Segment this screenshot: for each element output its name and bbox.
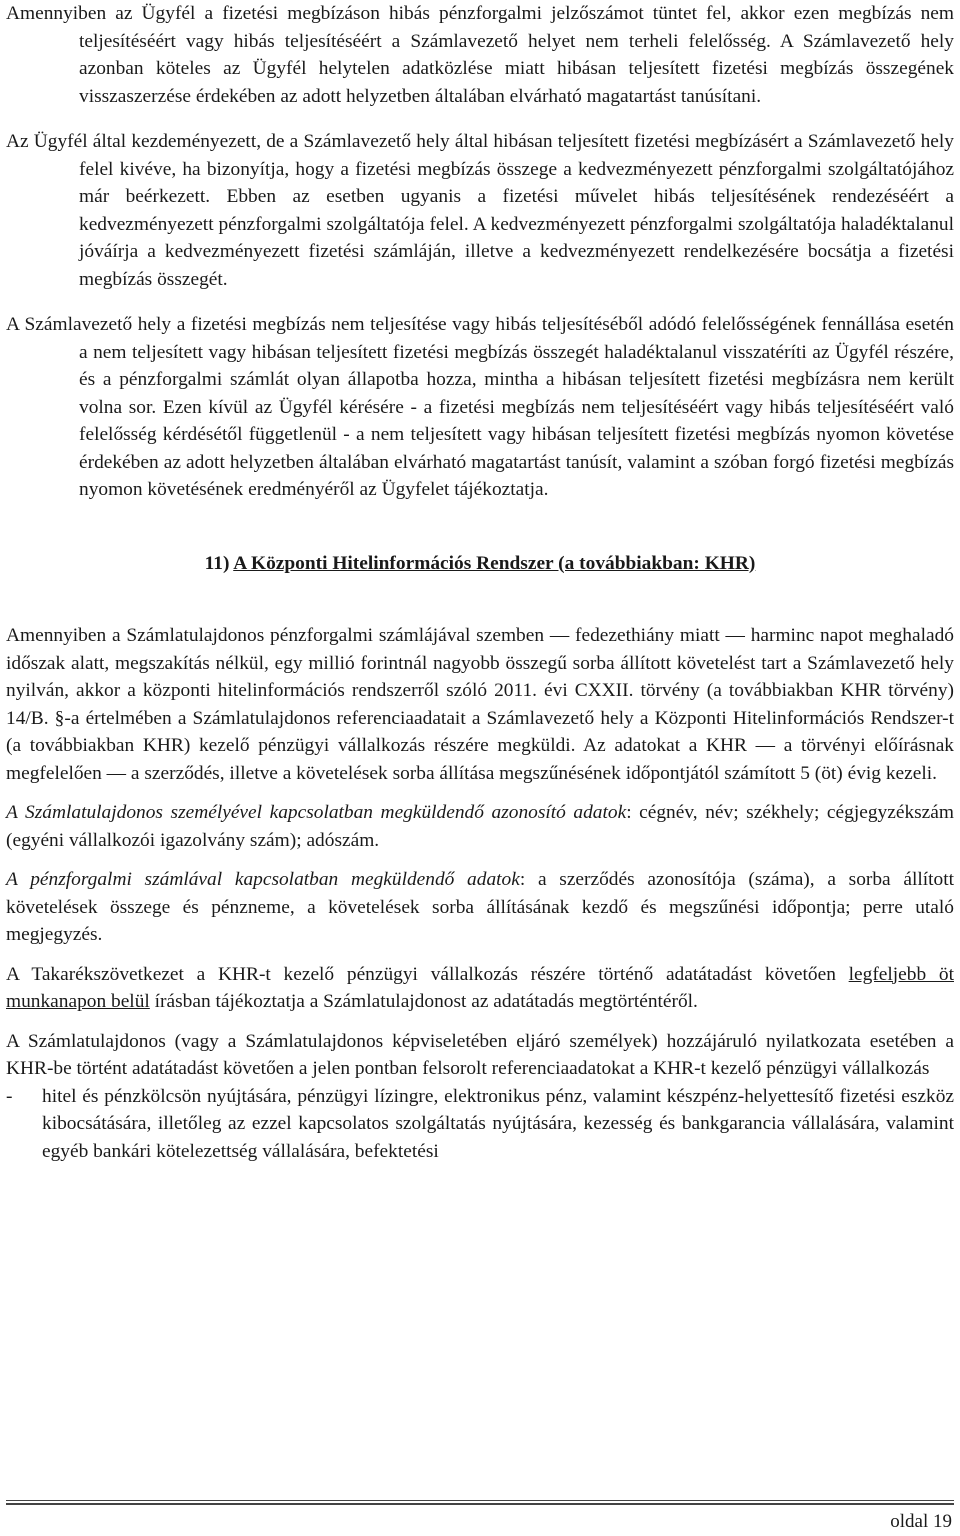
identification-data-label: A Számlatulajdonos személyével kapcsolatban megküldendő azonosító adatok (6, 802, 627, 823)
paragraph-identification-data (6, 799, 954, 854)
paragraph-incorrect-identifier: Amennyiben az Ügyfél a fizetési megbízáson hibás pénzforgalmi jelzőszámot tüntet fel, akkor ezen megbízás nem teljesítéséért vagy hibás teljesítéséért a Számlavezető helyet nem terheli felelősség. A Számlavezető hely azonban köteles az Ügyfél helytelen adatközlése miatt hibásan teljesített fizetési megbízás összegének visszaszerzése érdekében az adott helyzetben általában elvárható magatartást tanúsítani. (6, 3, 954, 107)
section-title: A Központi Hitelinformációs Rendszer (a továbbiakban: KHR) (233, 552, 756, 574)
section-number: 11) (204, 552, 230, 574)
bullet-text: hitel és pénzkölcsön nyújtására, pénzügyi lízingre, elektronikus pénz, valamint készpénz-helyettesítő fizetési eszköz kibocsátására, illetőleg az ezzel kapcsolatos szolgáltatás nyújtására, kezesség és bankgarancia vállalására, valamint egyéb bankári kötelezettség vállalására, befektetési (42, 1085, 954, 1162)
notification-text-b: írásban tájékoztatja a Számlatulajdonost az adatátadás megtörténtéről. (149, 991, 698, 1012)
section-heading (6, 550, 954, 578)
notification-text-a: A Takarékszövetkezet a KHR-t kezelő pénzügyi vállalkozás részére történő adatátadást követően (6, 963, 849, 985)
document-page (6, 0, 954, 1165)
list-item (6, 1083, 954, 1166)
paragraph-khr-reporting: Amennyiben a Számlatulajdonos pénzforgalmi számlájával szemben — fedezethiány miatt — harminc napot meghaladó időszak alatt, megszakítás nélkül, egy millió forintnál nagyobb összegű sorba állított követelést tart a Számlavezető hely nyilván, akkor a központi hitelinformációs rendszerről szóló 2011. évi CXXII. törvény (a továbbiakban KHR törvény) 14/B. §-a értelmében a Számlatulajdonos referenciaadatait a Számlavezető hely a Központi Hitelinformációs Rendszer-t (a továbbiakban KHR) kezelő pénzügyi vállalkozás részére megküldi. Az adatokat a KHR — a törvényi előírásnak megfelelően — a szerződés, illetve a követelések sorba állítása megszűnésének időpontjától számított 5 (öt) évig kezeli. (6, 625, 954, 784)
paragraph-consent: A Számlatulajdonos (vagy a Számlatulajdonos képviseletében eljáró személyek) hozzájáruló nyilatkozata esetében a KHR-be történt adatátadást követően a jelen pontban felsorolt referenciaadatokat a KHR-t kezelő pénzügyi vállalkozás (6, 1030, 954, 1079)
account-data-label: A pénzforgalmi számlával kapcsolatban megküldendő adatok (6, 869, 520, 890)
paragraph-account-data (6, 866, 954, 949)
identification-data-text: : cégnév, név; székhely; cégjegyzékszám (egyéni vállalkozói igazolvány szám); adószám. (6, 802, 954, 851)
paragraph-notification (6, 961, 954, 1016)
account-data-text: : a szerződés azonosítója (száma), a sorba állított követelések összege és pénzneme, a követelések sorba állításának kezdő és megszűnési időpontja; perre utaló megjegyzés. (6, 869, 954, 945)
footer-divider (6, 1500, 954, 1501)
footer-divider-thick (6, 1503, 954, 1505)
bullet-dash: - (6, 1085, 13, 1107)
page-number: oldal 19 (890, 1511, 952, 1532)
notification-deadline: legfeljebb öt munkanapon belül (6, 963, 954, 1012)
paragraph-beneficiary-provider: Az Ügyfél által kezdeményezett, de a Számlavezető hely által hibásan teljesített fizetési megbízásért a Számlavezető hely felel kivéve, ha bizonyítja, hogy a fizetési megbízás összege a kedvezményezett pénzforgalmi szolgáltatójához már beérkezett. Ebben az esetben ugyanis a fizetési művelet hibás teljesítésének rendezéséért a kedvezményezett pénzforgalmi szolgáltatója felel. A kedvezményezett pénzforgalmi szolgáltatója haladéktalanul jóváírja a kedvezményezett fizetési számláján, illetve a kedvezményezett rendelkezésére bocsátja a fizetési megbízás összegét. (6, 131, 954, 290)
paragraph-account-liability: A Számlavezető hely a fizetési megbízás nem teljesítése vagy hibás teljesítéséből adódó felelősségének fennállása esetén a nem teljesített vagy hibásan teljesített fizetési megbízás összegét haladéktalanul visszatéríti az Ügyfél részére, és a pénzforgalmi számlát olyan állapotba hozza, mintha a hibásan teljesített fizetési megbízásra nem került volna sor. Ezen kívül az Ügyfél kérésére - a fizetési megbízás nem teljesítéséért vagy hibás teljesítéséért való felelősség kérdésétől függetlenül - a nem teljesített vagy hibásan teljesített fizetési megbízás nyomon követése érdekében az adott helyzetben általában elvárható magatartást tanúsít, valamint a szóban forgó fizetési megbízás nyomon követésének eredményéről az Ügyfelet tájékoztatja. (6, 314, 954, 500)
